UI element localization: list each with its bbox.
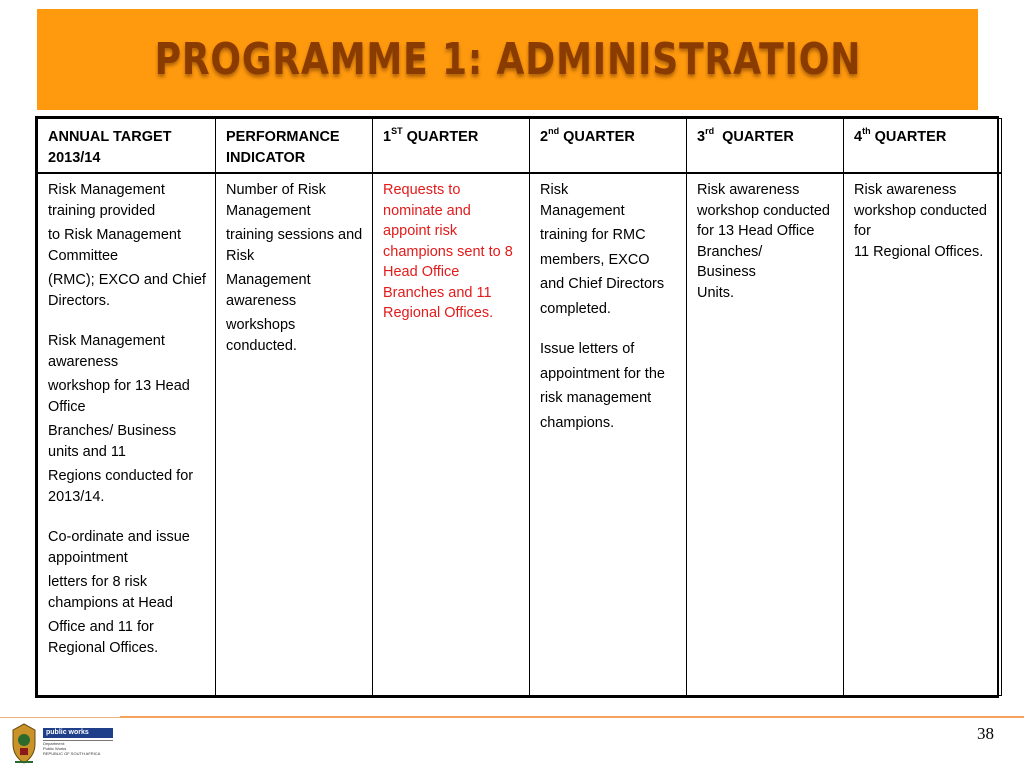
cell-performance-indicator — [216, 173, 373, 696]
cell-annual-target — [38, 173, 216, 696]
header-annual-target: ANNUAL TARGET 2013/14 — [38, 119, 216, 174]
cell-q4 — [844, 173, 1002, 696]
text-line: (RMC); EXCO and Chief Directors. — [48, 272, 206, 309]
text-line: workshop for 13 Head Office — [48, 378, 190, 415]
performance-table — [35, 116, 999, 698]
text-line: Branches/ Business units and 11 — [48, 423, 177, 460]
department-logo — [5, 722, 117, 766]
header-q3: 3rd QUARTER — [687, 119, 844, 174]
text-line: Number of Risk Management — [226, 182, 326, 219]
text-line: Risk Management — [540, 182, 625, 219]
highlight-text: Requests to nominate and appoint risk champions sent to 8 Head Office Branches and 11 Regional Offices. — [383, 182, 513, 321]
table-row — [38, 173, 1002, 696]
cell-q3 — [687, 173, 844, 696]
text-line: 11 Regional Offices. — [854, 243, 984, 260]
text-line: Risk Management awareness — [48, 333, 165, 370]
brand-sub-line: REPUBLIC OF SOUTH AFRICA — [43, 751, 101, 756]
text-line: letters for 8 risk champions at Head — [48, 574, 173, 611]
text-line: risk management — [540, 390, 652, 406]
page-number: 38 — [977, 724, 994, 743]
title-bar — [37, 9, 978, 110]
text-line: Regions conducted for 2013/14. — [48, 468, 194, 505]
header-performance-indicator: PERFORMANCE INDICATOR — [216, 119, 373, 174]
brand-sub-line: Public Works — [43, 746, 67, 751]
text-line: Management awareness — [226, 272, 311, 309]
text-line: Risk awareness workshop conducted — [697, 182, 830, 219]
text-line: Units. — [697, 284, 735, 301]
text-line: training for RMC — [540, 227, 646, 243]
header-q2: 2nd QUARTER — [530, 119, 687, 174]
text-line: appointment for the — [540, 365, 665, 382]
text-line: completed. — [540, 300, 611, 317]
text-line: to Risk Management Committee — [48, 227, 181, 264]
text-line: Risk awareness workshop conducted for — [854, 182, 987, 239]
text-line: for 13 Head Office Branches/ Business — [697, 223, 815, 280]
header-q1: 1ST QUARTER — [373, 119, 530, 174]
text-line: and Chief Directors — [540, 276, 665, 292]
text-line: members, EXCO — [540, 251, 650, 268]
cell-q2 — [530, 173, 687, 696]
text-line: Issue letters of — [540, 341, 635, 357]
header-q4: 4th QUARTER — [844, 119, 1002, 174]
coat-of-arms-icon — [9, 722, 39, 766]
brand-label: public works — [43, 728, 113, 738]
text-line: training sessions and Risk — [226, 227, 363, 264]
text-line: Co-ordinate and issue appointment — [48, 529, 190, 566]
text-line: workshops conducted. — [226, 317, 297, 354]
footer-accent-line — [120, 716, 1024, 718]
text-line: Risk Management training provided — [48, 182, 165, 219]
text-line: Office and 11 for Regional Offices. — [48, 619, 159, 656]
cell-q1 — [373, 173, 530, 696]
brand-subtitle — [43, 741, 115, 756]
slide-title: PROGRAMME 1: ADMINISTRATION — [154, 34, 861, 85]
table-header-row — [38, 119, 1002, 174]
text-line: champions. — [540, 414, 615, 431]
brand-sub-line: Department: — [43, 741, 66, 746]
